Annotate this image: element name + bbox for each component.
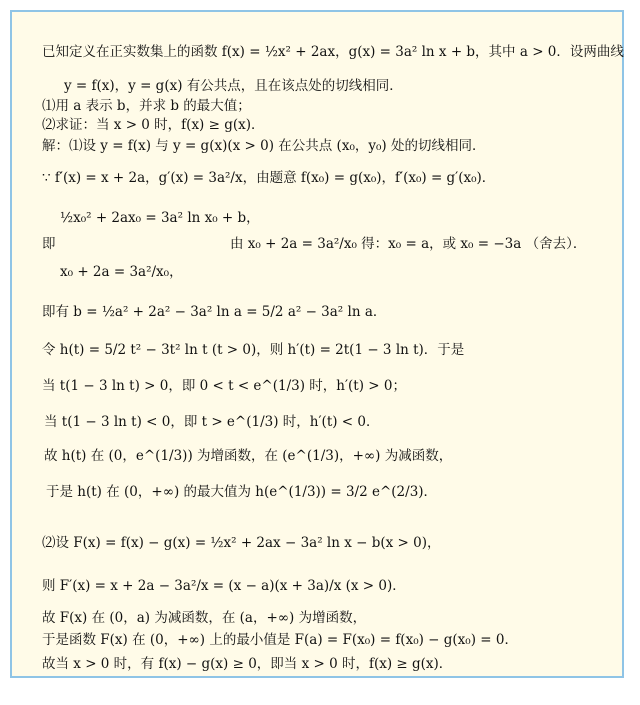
system-prefix: 即 (42, 236, 56, 252)
solution-card (10, 10, 624, 678)
system-eq-1: ½x₀² + 2ax₀ = 3a² ln x₀ + b， (60, 210, 260, 226)
h-monotonicity: 故 h(t) 在 (0，e^(1/3)) 为增函数，在 (e^(1/3)，+∞) 为减函数， (44, 448, 453, 464)
F-monotonicity: 故 F(x) 在 (0，a) 为减函数，在 (a，+∞) 为增函数， (42, 610, 367, 626)
bottom-strip (0, 680, 640, 705)
h-decreasing-case: 当 t(1 − 3 ln t) < 0，即 t > e^(1/3) 时，h′(t) < 0． (44, 414, 380, 430)
conclusion-line: 故当 x > 0 时，有 f(x) − g(x) ≥ 0，即当 x > 0 时，f(x) ≥ g(x)． (42, 656, 453, 672)
problem-line-2: y = f(x)，y = g(x) 有公共点，且在该点处的切线相同． (64, 78, 403, 94)
b-expression: 即有 b = ½a² + 2a² − 3a² ln a = 5/2 a² − 3a² ln a． (42, 304, 387, 320)
system-solution: 由 x₀ + 2a = 3a²/x₀ 得：x₀ = a，或 x₀ = −3a （舍去）． (230, 236, 587, 252)
part-2-question: ⑵求证：当 x > 0 时，f(x) ≥ g(x)． (42, 117, 265, 133)
system-eq-2: x₀ + 2a = 3a²/x₀， (60, 264, 183, 280)
h-increasing-case: 当 t(1 − 3 ln t) > 0，即 0 < t < e^(1/3) 时，h′(t) > 0； (42, 378, 406, 394)
derivatives-line: ∵ f′(x) = x + 2a，g′(x) = 3a²/x，由题意 f(x₀) = g(x₀)，f′(x₀) = g′(x₀)． (42, 170, 496, 186)
h-maximum: 于是 h(t) 在 (0，+∞) 的最大值为 h(e^(1/3)) = 3/2 e^(2/3)． (46, 484, 438, 500)
h-definition: 令 h(t) = 5/2 t² − 3t² ln t (t > 0)，则 h′(t) = 2t(1 − 3 ln t)．于是 (42, 342, 465, 358)
part-1-question: ⑴用 a 表示 b，并求 b 的最大值； (42, 98, 251, 114)
F-derivative: 则 F′(x) = x + 2a − 3a²/x = (x − a)(x + 3a)/x (x > 0)． (42, 578, 406, 594)
problem-line-1: 已知定义在正实数集上的函数 f(x) = ½x² + 2ax，g(x) = 3a² ln x + b，其中 a > 0．设两曲线 (42, 44, 624, 60)
F-minimum: 于是函数 F(x) 在 (0，+∞) 上的最小值是 F(a) = F(x₀) = f(x₀) − g(x₀) = 0． (42, 632, 518, 648)
solution-intro: 解：⑴设 y = f(x) 与 y = g(x)(x > 0) 在公共点 (x₀，y₀) 处的切线相同． (42, 138, 486, 154)
F-definition: ⑵设 F(x) = f(x) − g(x) = ½x² + 2ax − 3a² ln x − b(x > 0)， (42, 535, 441, 551)
